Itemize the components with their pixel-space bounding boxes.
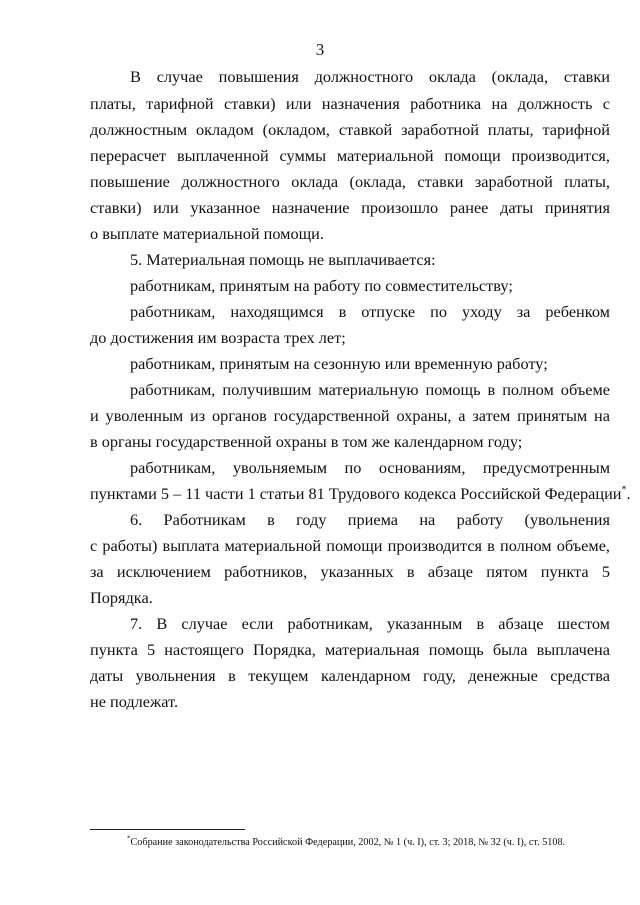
text-line: работникам, получившим материальную помощь в полном объеме [130, 380, 610, 399]
text-line-with-footnote [90, 484, 631, 504]
text-line: не подлежат. [90, 692, 179, 711]
text-line: ставки) или указанное назначение произошло ранее даты принятия [90, 198, 610, 217]
text-line: даты увольнения в текущем календарном году, денежные средства [90, 666, 610, 685]
text-line: В случае повышения должностного оклада (оклада, ставки [130, 67, 610, 86]
text-line: пунктами 5 – 11 части 1 статьи 81 Трудового кодекса Российской Федерации [90, 484, 622, 503]
text-line: перерасчет выплаченной суммы материальной помощи производится, [90, 146, 610, 165]
text-line: должностным окладом (окладом, ставкой заработной платы, тарифной [90, 120, 610, 139]
text-line: платы, тарифной ставки) или назначения работника на должность с [90, 94, 610, 113]
text-line: и уволенным из органов государственной охраны, а затем принятым на [90, 406, 610, 425]
text-line: работникам, принятым на работу по совместительству; [130, 276, 513, 295]
text-line: в органы государственной охраны в том же календарном году; [90, 432, 523, 451]
footnote-text: Собрание законодательства Российской Федерации, 2002, № 1 (ч. I), ст. 3; 2018, № 32 (ч. I), ст. 5108. [130, 837, 566, 848]
text-line: за исключением работников, указанных в абзаце пятом пункта 5 [90, 562, 610, 581]
footnote [127, 836, 565, 849]
text-line: о выплате материальной помощи. [90, 224, 324, 243]
text-line: повышение должностного оклада (оклада, ставки заработной платы, [90, 172, 610, 191]
line-period: . [626, 484, 631, 503]
page-number: 3 [315, 40, 325, 59]
footnote-marker: * [621, 484, 627, 496]
text-line: работникам, находящимся в отпуске по уходу за ребенком [130, 302, 610, 321]
footnote-marker: * [127, 834, 131, 843]
text-line: работникам, увольняемым по основаниям, предусмотренным [130, 458, 610, 477]
text-line: 5. Материальная помощь не выплачивается: [130, 250, 436, 269]
text-line: пункта 5 настоящего Порядка, материальная помощь была выплачена [90, 640, 610, 659]
text-line: Порядка. [90, 588, 153, 607]
text-line: работникам, принятым на сезонную или временную работу; [130, 354, 548, 373]
text-line: с работы) выплата материальной помощи производится в полном объеме, [90, 536, 610, 555]
text-line: до достижения им возраста трех лет; [90, 328, 346, 347]
text-line: 6. Работникам в году приема на работу (увольнения [130, 510, 610, 529]
text-line: 7. В случае если работникам, указанным в абзаце шестом [130, 614, 610, 633]
footnote-separator [90, 829, 245, 830]
